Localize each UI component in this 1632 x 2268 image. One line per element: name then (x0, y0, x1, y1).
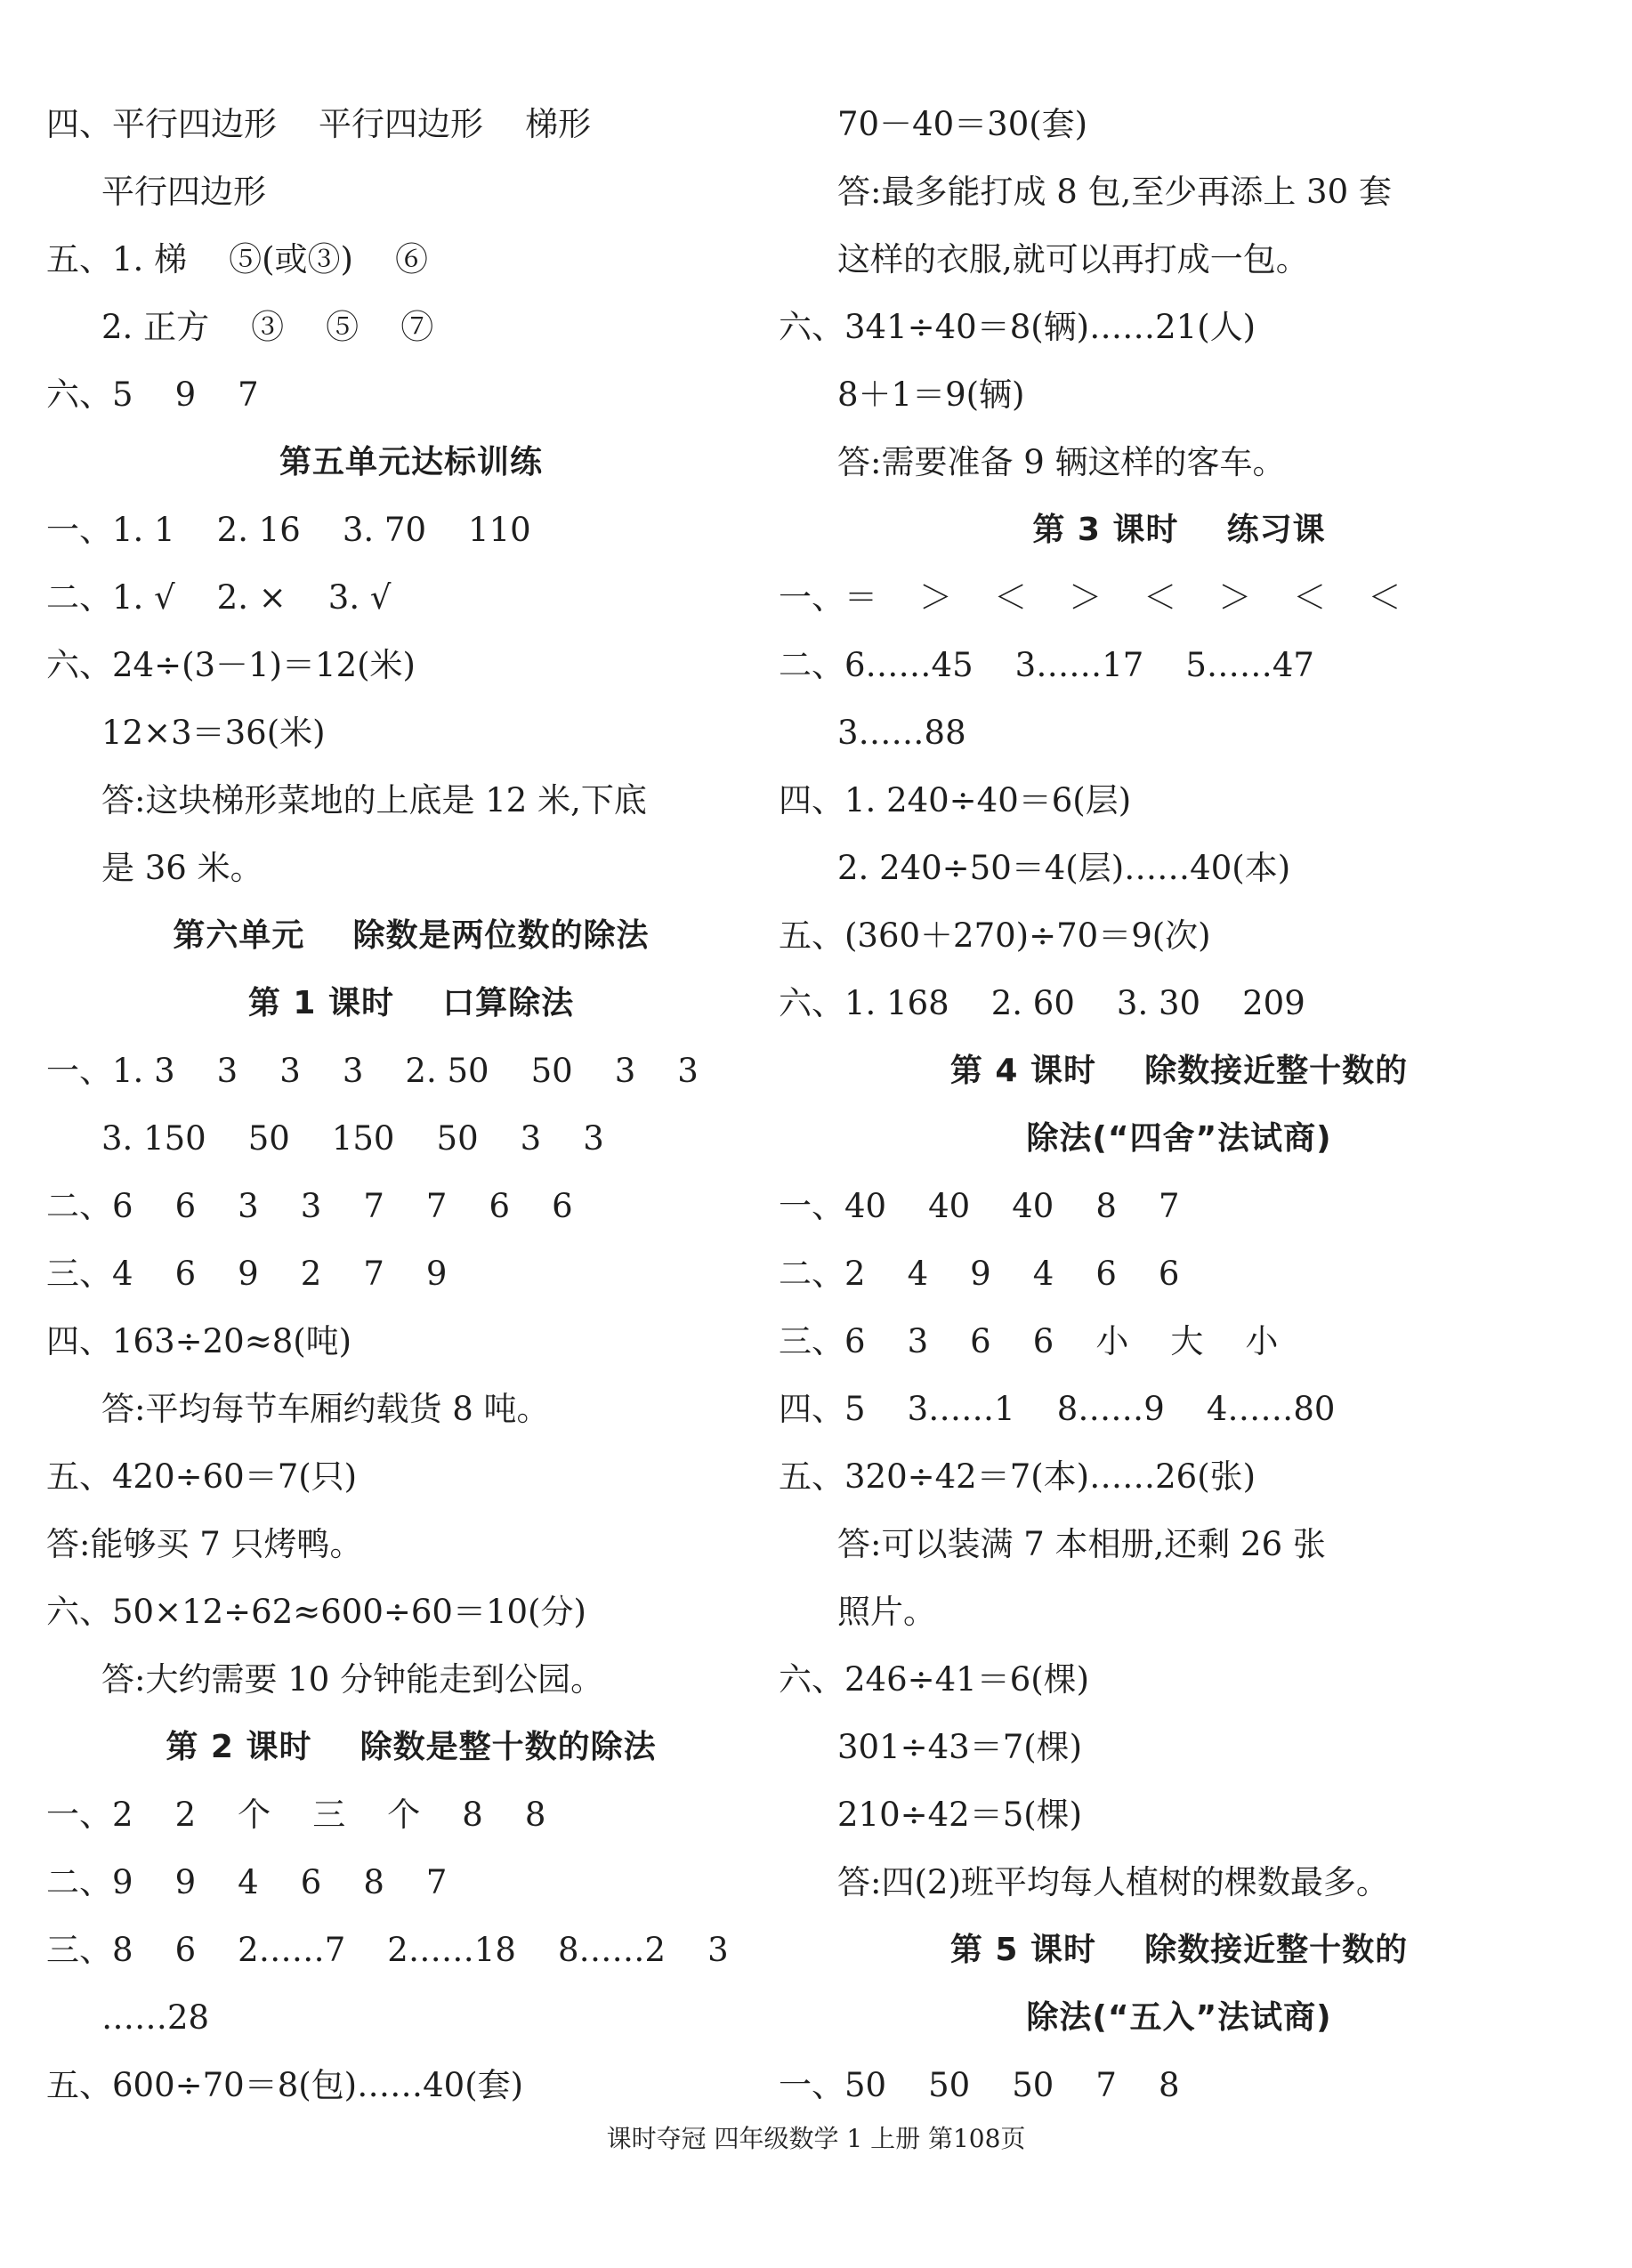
right-column (779, 91, 1579, 2119)
answer-line: 答:能够买 7 只烤鸭。 (46, 1525, 363, 1563)
answer-line: 五、320÷42＝7(本)……26(张) (779, 1457, 1256, 1496)
section-heading: 第 2 课时 除数是整十数的除法 (166, 1729, 657, 1765)
answer-line: 三、8 6 2……7 2……18 8……2 3 (46, 1931, 729, 1969)
answer-line: 是 36 米。 (101, 849, 263, 887)
answer-line: 一、＝ ＞ ＜ ＞ ＜ ＞ ＜ ＜ (779, 578, 1402, 617)
answer-line: 301÷43＝7(棵) (837, 1728, 1083, 1766)
answer-line: 六、341÷40＝8(辆)……21(人) (779, 308, 1256, 346)
answer-line: 8＋1＝9(辆) (837, 375, 1025, 414)
section-heading: 第 5 课时 除数接近整十数的 (949, 1932, 1409, 1968)
answer-line: 答:可以装满 7 本相册,还剩 26 张 (837, 1525, 1326, 1563)
answer-line: 四、163÷20≈8(吨) (46, 1322, 352, 1360)
answer-line: 二、6……45 3……17 5……47 (779, 646, 1314, 684)
answer-line: 答:需要准备 9 辆这样的客车。 (837, 443, 1286, 481)
answer-line: 六、246÷41＝6(棵) (779, 1660, 1090, 1699)
answer-line: 2. 正方 ③ ⑤ ⑦ (101, 308, 434, 346)
answer-line: 一、1. 1 2. 16 3. 70 110 (46, 511, 531, 549)
answer-line: 3. 150 50 150 50 3 3 (101, 1119, 604, 1158)
answer-line: 四、5 3……1 8……9 4……80 (779, 1390, 1336, 1428)
answer-line: 一、2 2 个 三 个 8 8 (46, 1796, 546, 1834)
answer-line: 答:大约需要 10 分钟能走到公园。 (101, 1660, 604, 1699)
answer-line: 210÷42＝5(棵) (837, 1796, 1083, 1834)
answer-line: 3……88 (837, 714, 966, 752)
answer-line: 12×3＝36(米) (101, 714, 326, 752)
answer-line: 三、6 3 6 6 小 大 小 (779, 1322, 1279, 1360)
answer-line: 五、1. 梯 ⑤(或③) ⑥ (46, 240, 429, 278)
answer-line: 平行四边形 (101, 173, 266, 211)
answer-line: 六、1. 168 2. 60 3. 30 209 (779, 984, 1305, 1022)
answer-line: 70－40＝30(套) (837, 105, 1088, 143)
answer-line: 答:四(2)班平均每人植树的棵数最多。 (837, 1863, 1389, 1901)
answer-line: 一、1. 3 3 3 3 2. 50 50 3 3 (46, 1052, 699, 1090)
answer-line: 四、1. 240÷40＝6(层) (779, 781, 1132, 819)
answer-line: 二、1. √ 2. × 3. √ (46, 578, 392, 617)
answer-line: 答:平均每节车厢约载货 8 吨。 (101, 1390, 550, 1428)
answer-line: 六、5 9 7 (46, 375, 259, 414)
answer-line: 二、2 4 9 4 6 6 (779, 1255, 1180, 1293)
answer-line: 一、50 50 50 7 8 (779, 2066, 1180, 2104)
answer-line: 六、50×12÷62≈600÷60＝10(分) (46, 1593, 586, 1631)
left-column (46, 91, 776, 2119)
answer-line: 五、420÷60＝7(只) (46, 1457, 358, 1496)
section-heading: 除法(“四舍”法试商) (1026, 1120, 1332, 1157)
section-heading: 第 1 课时 口算除法 (247, 985, 575, 1021)
page-footer: 课时夺冠 四年级数学 1 上册 第108页 (606, 2124, 1026, 2153)
section-heading: 第 4 课时 除数接近整十数的 (949, 1053, 1409, 1089)
section-heading: 第六单元 除数是两位数的除法 (173, 917, 650, 954)
answer-line: ……28 (101, 1998, 210, 2037)
answer-line: 三、4 6 9 2 7 9 (46, 1255, 448, 1293)
answer-line: 二、9 9 4 6 8 7 (46, 1863, 448, 1901)
answer-line: 这样的衣服,就可以再打成一包。 (837, 240, 1309, 278)
answer-line: 答:这块梯形菜地的上底是 12 米,下底 (101, 781, 647, 819)
answer-line: 2. 240÷50＝4(层)……40(本) (837, 849, 1291, 887)
answer-line: 五、(360＋270)÷70＝9(次) (779, 916, 1211, 955)
answer-line: 六、24÷(3－1)＝12(米) (46, 646, 416, 684)
answer-line: 五、600÷70＝8(包)……40(套) (46, 2066, 524, 2104)
answer-line: 一、40 40 40 8 7 (779, 1187, 1180, 1225)
section-heading: 第五单元达标训练 (279, 444, 543, 480)
answer-line: 答:最多能打成 8 包,至少再添上 30 套 (837, 173, 1392, 211)
answer-line: 四、平行四边形 平行四边形 梯形 (46, 105, 592, 143)
section-heading: 第 3 课时 练习课 (1032, 512, 1326, 548)
answer-line: 二、6 6 3 3 7 7 6 6 (46, 1187, 573, 1225)
section-heading: 除法(“五入”法试商) (1026, 1999, 1332, 2036)
answer-line: 照片。 (837, 1593, 936, 1631)
